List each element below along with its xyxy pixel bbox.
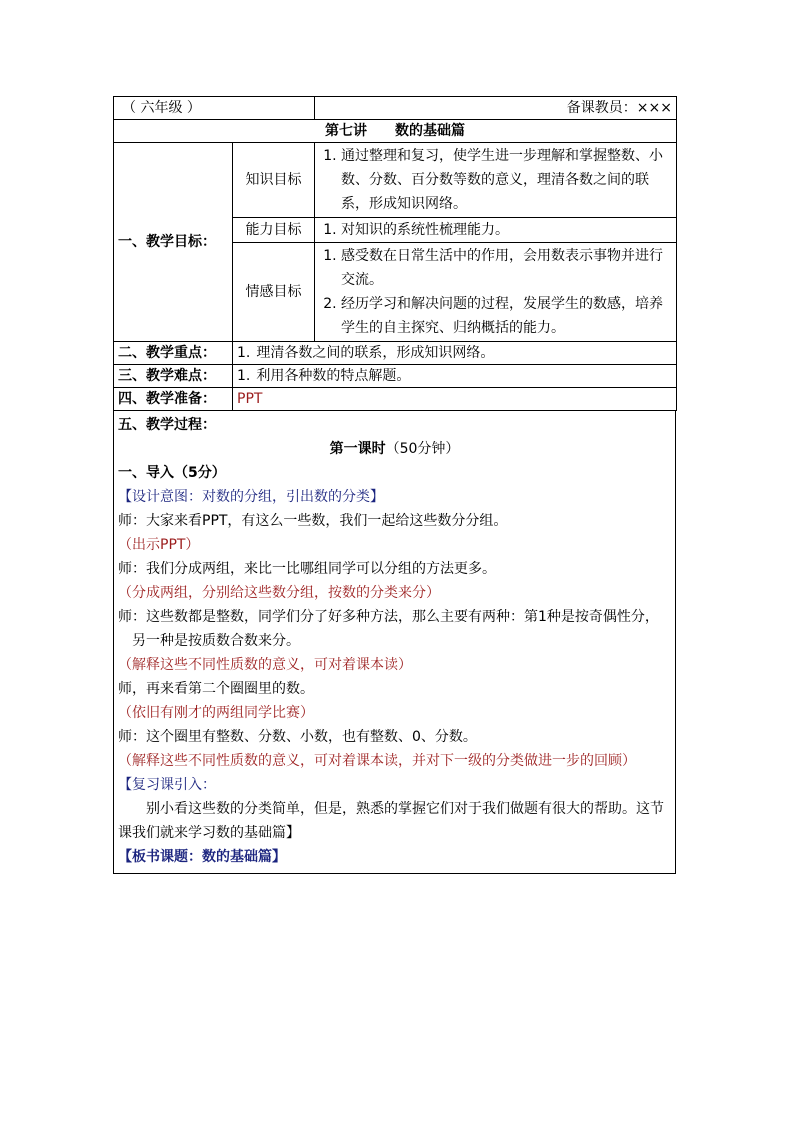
knowledge-goal-label: 知识目标 — [233, 143, 315, 218]
lesson-plan-table — [113, 96, 677, 411]
emotion-goal-label: 情感目标 — [233, 243, 315, 342]
board-topic: 【板书课题：数的基础篇】 — [118, 849, 286, 865]
teacher-line: 师：我们分成两组，来比一比哪组同学可以分组的方法更多。 — [118, 561, 496, 577]
session-heading — [118, 437, 671, 461]
knowledge-goal-item: 1. 通过整理和复习，使学生进一步理解和掌握整数、小数、分数、百分数等数的意义，理清各数之间的联系，形成知识网络。 — [341, 144, 672, 216]
teacher-label: 备课教员：××× — [315, 97, 677, 120]
emotion-goal-content — [315, 243, 677, 342]
teaching-process-section — [113, 411, 676, 874]
stage-note: （解释这些不同性质数的意义，可对着课本读） — [118, 657, 412, 673]
objectives-label: 一、教学目标： — [114, 143, 233, 342]
lesson-plan-page — [113, 96, 676, 874]
review-intro-text: 别小看这些数的分类简单，但是，熟悉的掌握它们对于我们做题有很大的帮助。这节课我们就来学习数的基础篇】 — [118, 801, 664, 841]
intro-heading: 一、导入（5分） — [118, 465, 226, 481]
stage-note: （分成两组，分别给这些数分组，按数的分类来分） — [118, 585, 440, 601]
ability-goal-content — [315, 218, 677, 243]
review-intro-heading: 【复习课引入： — [118, 777, 216, 793]
teacher-line: 师，再来看第二个圈圈里的数。 — [118, 681, 314, 697]
key-points-label: 二、教学重点： — [114, 342, 233, 365]
difficult-points-label: 三、教学难点： — [114, 365, 233, 388]
knowledge-goal-content — [315, 143, 677, 218]
teacher-line: 师：这些数都是整数，同学们分了好多种方法，那么主要有两种：第1种是按奇偶性分，另一种是按质数合数来分。 — [118, 609, 659, 649]
session-title: 第一课时 — [329, 441, 386, 457]
difficult-points-number: 1. — [237, 368, 251, 384]
teacher-line: 师：大家来看PPT，有这么一些数，我们一起给这些数分分组。 — [118, 513, 508, 529]
grade-label: （ 六年级 ） — [114, 97, 315, 120]
key-points-number: 1. — [237, 345, 251, 361]
ability-goal-item: 1. 对知识的系统性梳理能力。 — [341, 218, 672, 242]
ability-goal-label: 能力目标 — [233, 218, 315, 243]
stage-note: （出示PPT） — [118, 537, 200, 553]
teacher-line: 师：这个圈里有整数、分数、小数，也有整数、0、分数。 — [118, 729, 477, 745]
stage-note: （依旧有刚才的两组同学比赛） — [118, 705, 314, 721]
emotion-goal-item: 2. 经历学习和解决问题的过程，发展学生的数感，培养学生的自主探究、归纳概括的能力。 — [341, 292, 672, 340]
preparation-text: PPT — [233, 388, 677, 411]
lecture-title: 第七讲 数的基础篇 — [114, 120, 677, 143]
difficult-points-content — [233, 365, 677, 388]
key-points-content — [233, 342, 677, 365]
stage-note: （解释这些不同性质数的意义，可对着课本读，并对下一级的分类做进一步的回顾） — [118, 753, 636, 769]
emotion-goal-item: 1. 感受数在日常生活中的作用，会用数表示事物并进行交流。 — [341, 244, 672, 292]
session-time: （50分钟） — [385, 441, 460, 457]
difficult-points-text: 利用各种数的特点解题。 — [256, 368, 411, 384]
process-label: 五、教学过程： — [118, 417, 216, 433]
key-points-text: 理清各数之间的联系，形成知识网络。 — [256, 345, 495, 361]
preparation-label: 四、教学准备： — [114, 388, 233, 411]
design-intent: 【设计意图：对数的分组，引出数的分类】 — [118, 489, 384, 505]
